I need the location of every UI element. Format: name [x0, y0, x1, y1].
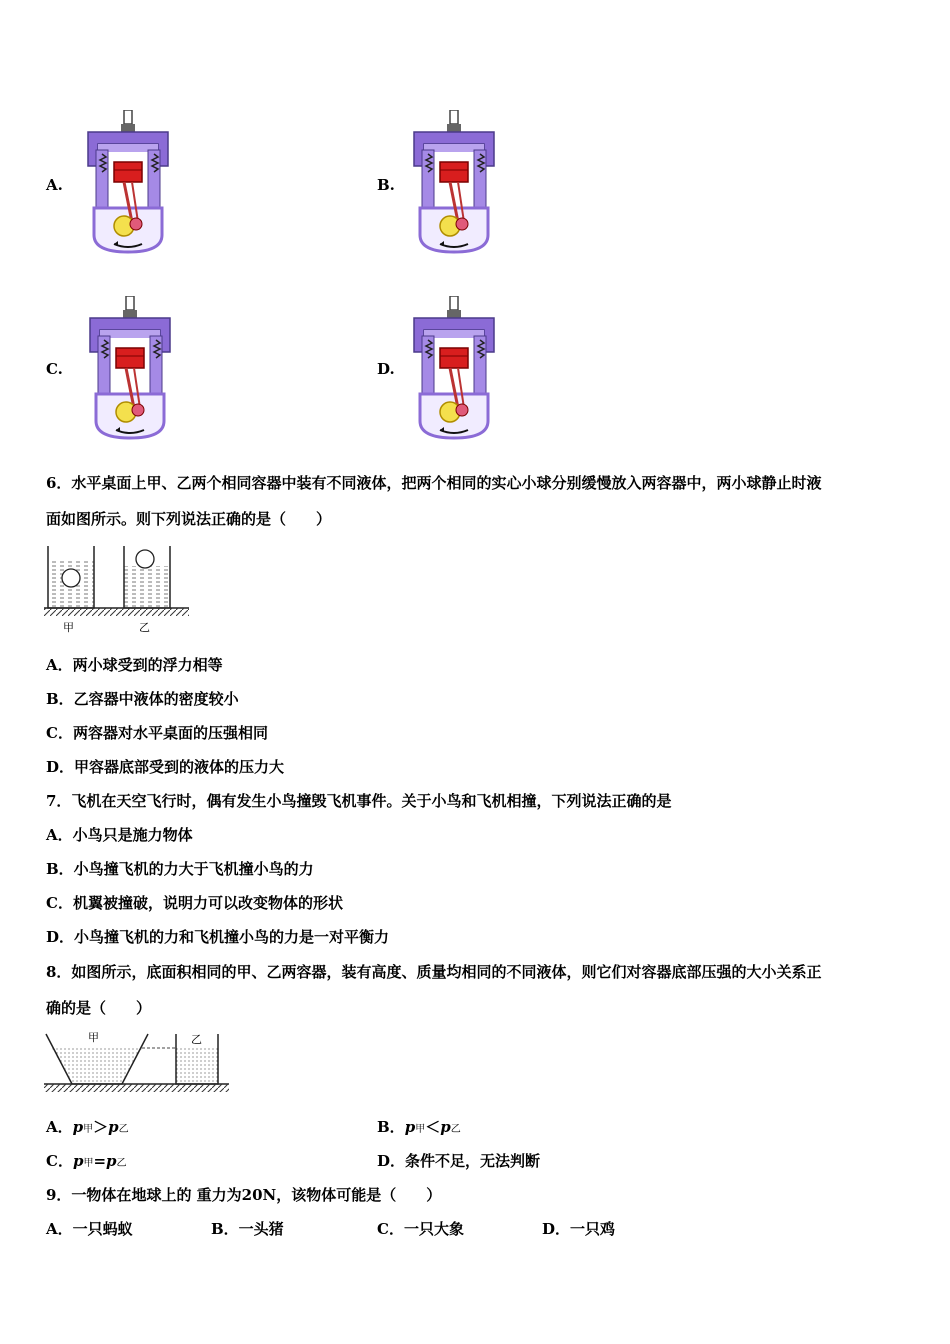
q8-option-a-op: ＞	[93, 1118, 109, 1136]
q8-option-b-p1: p	[404, 1118, 416, 1136]
q6-option-a: A．两小球受到的浮力相等	[46, 656, 223, 674]
q8-option-b-sub2: 乙	[450, 1124, 461, 1135]
q7-option-b: B．小鸟撞飞机的力大于飞机撞小鸟的力	[46, 860, 314, 878]
q8-option-a-sub2: 乙	[118, 1124, 129, 1135]
q9-option-c: C．一只大象	[377, 1220, 464, 1238]
q6-figure-drawing	[44, 544, 189, 620]
q8-stem-line1: 8．如图所示，底面积相同的甲、乙两容器，装有高度、质量均相同的不同液体，则它们对容器底部压强的大小关系正	[46, 963, 822, 981]
q6-stem-line2: 面如图所示。则下列说法正确的是（ ）	[46, 510, 332, 528]
q8-option-b	[377, 1117, 461, 1140]
q9-option-b: B．一头猪	[211, 1220, 284, 1238]
q8-option-c	[46, 1151, 127, 1174]
q8-option-c-letter: C．	[46, 1152, 73, 1170]
q7-option-a: A．小鸟只是施力物体	[46, 826, 193, 844]
q8-option-b-letter: B．	[377, 1118, 405, 1136]
q6-containers-figure	[44, 544, 189, 636]
q9-option-a: A．一只蚂蚁	[46, 1220, 133, 1238]
q9-stem: 9．一物体在地球上的 重力为20N，该物体可能是（ ）	[46, 1186, 442, 1204]
q7-option-c: C．机翼被撞破，说明力可以改变物体的形状	[46, 894, 343, 912]
engine-diagram-icon	[404, 110, 504, 255]
q6-label-yi: 乙	[139, 621, 150, 634]
engine-diagram-icon	[78, 110, 178, 255]
q8-option-b-sub1: 甲	[415, 1124, 426, 1135]
q6-option-b: B．乙容器中液体的密度较小	[46, 690, 239, 708]
q8-option-c-sub1: 甲	[83, 1158, 94, 1169]
q8-label-yi: 乙	[191, 1033, 202, 1046]
engine-diagram-icon	[80, 296, 180, 441]
q5-option-b-label: B.	[377, 176, 395, 194]
q6-option-c: C．两容器对水平桌面的压强相同	[46, 724, 268, 742]
engine-diagram-icon	[404, 296, 504, 441]
q5-option-c-label: C.	[46, 360, 63, 378]
q8-option-c-p2: p	[106, 1152, 117, 1170]
q8-option-a-p1: p	[72, 1118, 84, 1136]
q8-option-a-letter: A．	[46, 1118, 73, 1136]
q6-option-d: D．甲容器底部受到的液体的压力大	[46, 758, 285, 776]
q8-option-d: D．条件不足，无法判断	[377, 1152, 541, 1170]
q9-option-d: D．一只鸡	[542, 1220, 616, 1238]
q8-option-a-p2: p	[108, 1118, 119, 1136]
q8-option-c-op: =	[93, 1152, 107, 1170]
q5-option-d-label: D.	[377, 360, 395, 378]
q8-option-b-p2: p	[440, 1118, 451, 1136]
q8-option-c-sub2: 乙	[116, 1158, 127, 1169]
q8-containers-figure	[44, 1028, 229, 1094]
q7-stem: 7．飞机在天空飞行时，偶有发生小鸟撞毁飞机事件。关于小鸟和飞机相撞，下列说法正确的是	[46, 792, 672, 810]
q6-label-jia: 甲	[63, 621, 74, 634]
q8-stem-line2: 确的是（ ）	[46, 999, 152, 1017]
q6-stem-line1: 6．水平桌面上甲、乙两个相同容器中装有不同液体，把两个相同的实心小球分别缓慢放入两容器中，两小球静止时液	[46, 474, 822, 492]
q7-option-d: D．小鸟撞飞机的力和飞机撞小鸟的力是一对平衡力	[46, 928, 390, 946]
q5-option-a-label: A.	[46, 176, 63, 194]
q8-option-a	[46, 1117, 129, 1140]
q8-option-b-op: ＜	[425, 1118, 441, 1136]
q8-option-a-sub1: 甲	[83, 1124, 94, 1135]
q8-label-jia: 甲	[88, 1031, 99, 1044]
q8-option-c-p1: p	[72, 1152, 84, 1170]
